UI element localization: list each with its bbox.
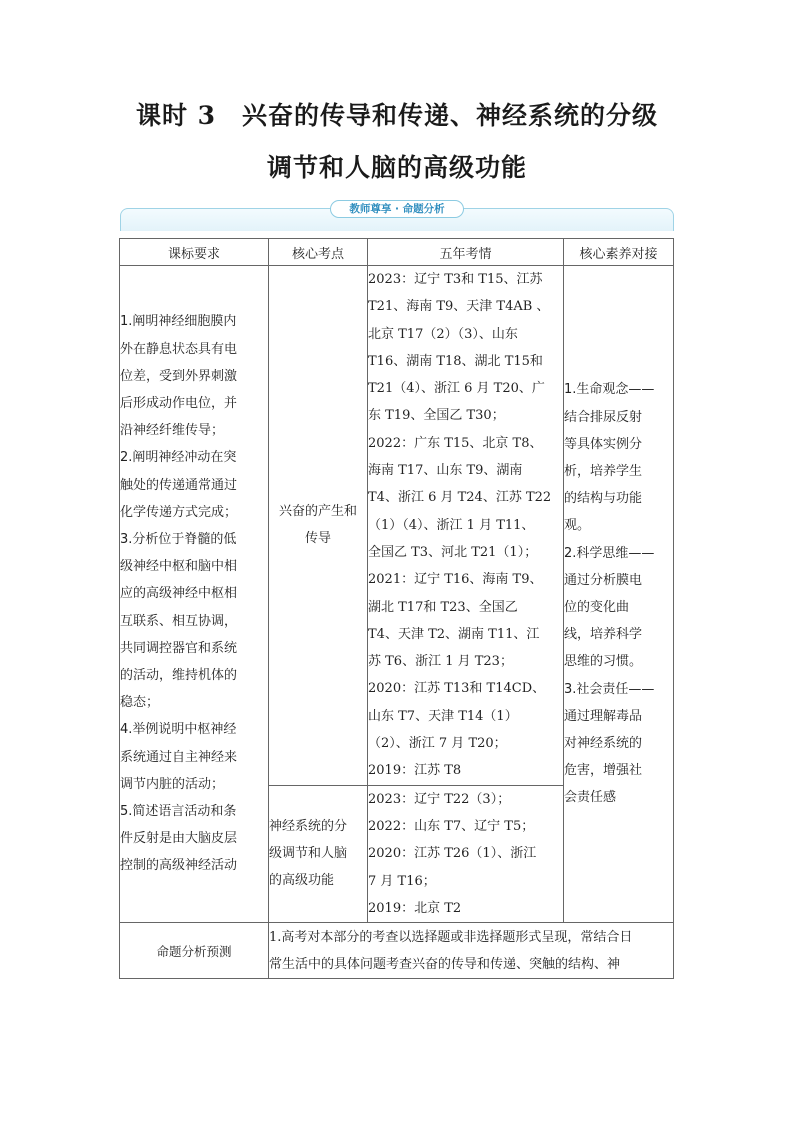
text-line: 件反射是由大脑皮层 (120, 831, 238, 847)
text-line: 系统通过自主神经来 (120, 749, 238, 765)
text-line: 3.社会责任—— (564, 681, 655, 697)
text-line: 的结构与功能 (564, 491, 643, 507)
text-line: T4、天津 T2、湖南 T11、江 (368, 626, 540, 642)
text-line: 观。 (564, 518, 591, 534)
text-line: 等具体实例分 (564, 436, 643, 452)
text-line: 北京 T17（2）（3）、山东 (368, 326, 518, 342)
text-line: 控制的高级神经活动 (120, 858, 238, 874)
text-line: 调节内脏的活动； (120, 776, 225, 792)
header-core-literacy: 核心素养对接 (564, 239, 674, 266)
text-line: 海南 T17、山东 T9、湖南 (368, 463, 523, 479)
text-line: 共同调控器官和系统 (120, 640, 238, 656)
text-line: 级神经中枢和脑中相 (120, 559, 238, 575)
text-line: 全国乙 T3、河北 T21（1）； (368, 544, 538, 560)
text-line: 外在静息状态具有电 (120, 341, 238, 357)
requirements-cell (120, 266, 269, 923)
page-title-line-1: 课时 3 兴奋的传导和传递、神经系统的分级 (135, 101, 659, 130)
text-line: 位的变化曲 (564, 600, 630, 616)
text-line: 通过理解毒品 (564, 708, 643, 724)
text-line: 析，培养学生 (564, 464, 643, 480)
text-line: T21（4）、浙江 6 月 T20、广 (368, 381, 545, 397)
text-line: 1.生命观念—— (564, 382, 655, 398)
text-line: 触处的传递通常通过 (120, 477, 238, 493)
core-topic-nervous-system (269, 785, 368, 922)
text-line: 互联系、相互协调， (120, 613, 238, 629)
analysis-text (269, 923, 674, 979)
text-line: 2.科学思维—— (564, 545, 655, 561)
text-line: （2）、浙江 7 月 T20； (368, 736, 507, 752)
text-line: 2019：江苏 T8 (368, 763, 462, 779)
text-line: 稳态； (120, 695, 160, 711)
text-line: 3.分析位于脊髓的低 (120, 532, 237, 548)
text-line: 对神经系统的 (564, 736, 643, 752)
text-line: 5.简述语言活动和条 (120, 804, 237, 820)
text-line: 沿神经纤维传导； (120, 423, 225, 439)
text-line: 湖北 T17和 T23、全国乙 (368, 599, 518, 615)
text-line: 2020：江苏 T13和 T14CD、 (368, 681, 546, 697)
analysis-table (119, 238, 674, 979)
text-line: 结合排尿反射 (564, 409, 643, 425)
text-line: 2022：广东 T15、北京 T8、 (368, 435, 543, 451)
text-line: 危害，增强社 (564, 763, 643, 779)
text-line: 1.阐明神经细胞膜内 (120, 314, 237, 330)
text-line: 2021：辽宁 T16、海南 T9、 (368, 572, 543, 588)
text-line: 苏 T6、浙江 1 月 T23； (368, 654, 513, 670)
analysis-label: 命题分析预测 (120, 923, 269, 979)
text-line: 化学传递方式完成； (120, 504, 238, 520)
text-line: 传导 (304, 531, 331, 547)
text-line: 通过分析膜电 (564, 572, 643, 588)
core-literacy-cell (564, 266, 674, 923)
text-line: T16、湖南 T18、湖北 T15和 (368, 353, 543, 369)
text-line: 2.阐明神经冲动在突 (120, 450, 237, 466)
text-line: 位差，受到外界刺激 (120, 368, 238, 384)
header-five-year-exams: 五年考情 (368, 239, 564, 266)
text-line: 山东 T7、天津 T14（1） (368, 708, 518, 724)
text-line: 2019：北京 T2 (368, 900, 462, 916)
text-line: 的活动，维持机体的 (120, 668, 238, 684)
text-line: 2020：江苏 T26（1）、浙江 (368, 846, 537, 862)
text-line: 4.举例说明中枢神经 (120, 722, 237, 738)
text-line: 1.高考对本部分的考查以选择题或非选择题形式呈现，常结合日 (269, 929, 633, 945)
text-line: 的高级功能 (269, 873, 335, 889)
exam-history-nervous-system (368, 785, 564, 922)
text-line: 2023：辽宁 T3和 T15、江苏 (368, 272, 543, 287)
text-line: （1）（4）、浙江 1 月 T11、 (368, 517, 535, 533)
text-line: T21、海南 T9、天津 T4AB 、 (368, 299, 550, 315)
text-line: 线，培养科学 (564, 627, 643, 643)
core-topic-excitation (269, 266, 368, 786)
banner-label: 教师尊享 · 命题分析 (330, 200, 464, 218)
text-line: 后形成动作电位，并 (120, 396, 238, 412)
text-line: 兴奋的产生和 (278, 504, 357, 520)
text-line: 会责任感 (564, 790, 617, 806)
text-line: 神经系统的分 (269, 819, 348, 835)
header-core-topic: 核心考点 (269, 239, 368, 266)
text-line: 应的高级神经中枢相 (120, 586, 238, 602)
text-line: 2022：山东 T7、辽宁 T5； (368, 818, 535, 834)
text-line: 常生活中的具体问题考查兴奋的传导和传递、突触的结构、神 (269, 956, 621, 972)
text-line: 7 月 T16； (368, 873, 436, 889)
text-line: 东 T19、全国乙 T30； (368, 408, 505, 424)
text-line: 级调节和人脑 (269, 846, 348, 862)
text-line: 2023：辽宁 T22（3）； (368, 791, 511, 807)
page-title-line-2: 调节和人脑的高级功能 (266, 153, 527, 182)
text-line: T4、浙江 6 月 T24、江苏 T22 (368, 490, 552, 506)
header-requirements: 课标要求 (120, 239, 269, 266)
text-line: 思维的习惯。 (564, 654, 643, 670)
exam-history-excitation (368, 266, 564, 786)
